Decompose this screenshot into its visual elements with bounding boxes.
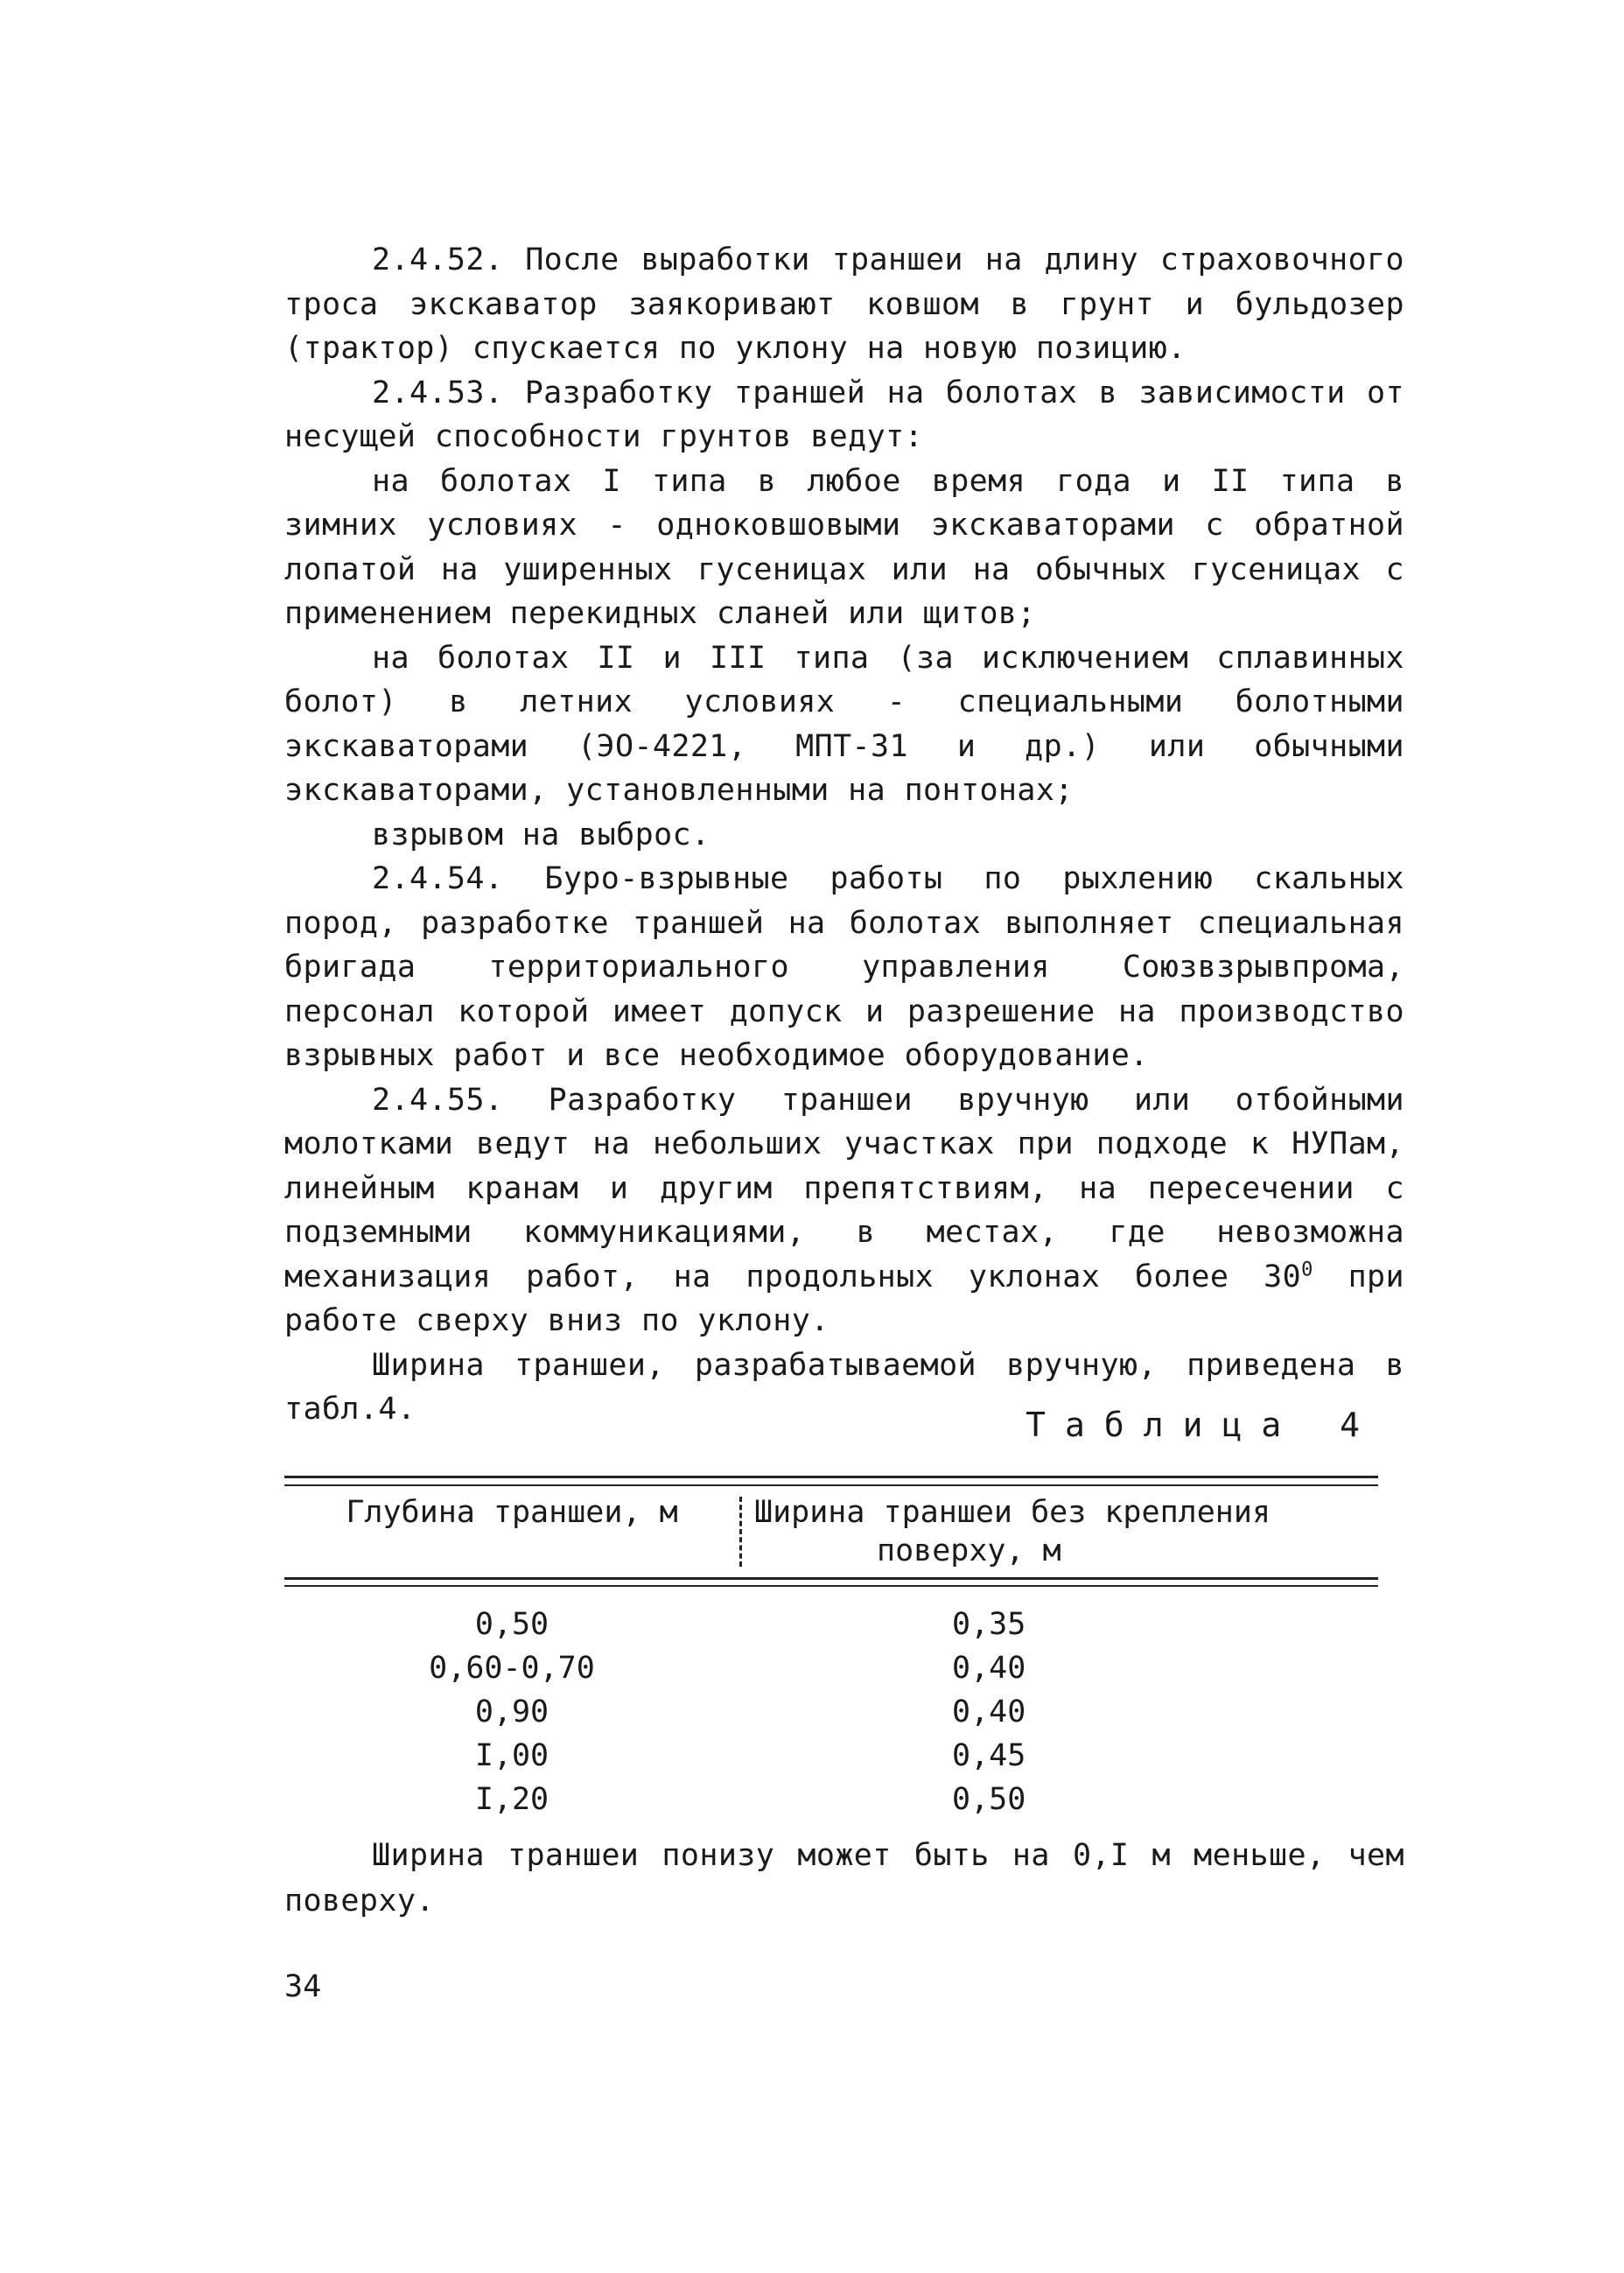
trench-width-table — [284, 1476, 1378, 1821]
paragraph-swamp-type-2-3: на болотах II и III типа (за исключением сплавинных болот) в летних условиях - специальными болотными экскаваторами (ЭО-4221, МПТ-31 и др.) или обычными экскаваторами, установленными на понтонах; — [284, 640, 1404, 808]
paragraph-2-4-54: 2.4.54. Буро-взрывные работы по рыхлению скальных пород, разработке траншей на болотах выполняет специальная бригада территориального управления Союзвзрывпрома, персонал которой имеет допуск и разрешение на производство взрывных работ и все необходимое оборудование. — [284, 861, 1404, 1073]
table-header-rule — [284, 1577, 1378, 1587]
header-width — [742, 1493, 1378, 1570]
page-number: 34 — [284, 1969, 322, 2004]
table-header — [284, 1486, 1378, 1577]
header-width-line1: Ширина траншеи без крепления — [754, 1495, 1271, 1530]
cell-width: 0,50 — [952, 1782, 1026, 1817]
cell-width: 0,40 — [952, 1694, 1026, 1729]
cell-depth: 0,90 — [474, 1694, 550, 1729]
bottom-width-note: Ширина траншеи понизу может быть на 0,I м меньше, чем поверху. — [284, 1838, 1404, 1919]
header-width-line2: поверху, м — [877, 1533, 1061, 1568]
table-body — [284, 1587, 1378, 1821]
table-row — [284, 1690, 1378, 1734]
cell-depth: 0,50 — [474, 1607, 550, 1642]
body-text — [284, 238, 1404, 1432]
table-row — [284, 1603, 1378, 1646]
table-caption: Таблица 4 — [1026, 1406, 1379, 1444]
paragraph-2-4-55 — [284, 1078, 1404, 1343]
paragraph-2-4-53: 2.4.53. Разработку траншей на болотах в зависимости от несущей способности грунтов ведут: — [284, 375, 1404, 454]
table-row — [284, 1778, 1378, 1821]
paragraph-swamp-type-1-2: на болотах I типа в любое время года и II типа в зимних условиях - одноковшовыми экскаваторами с обратной лопатой на уширенных гусеницах или на обычных гусеницах с применением перекидных сланей или щитов; — [284, 463, 1404, 631]
paragraph-2-4-55-tail: при работе сверху вниз по уклону. — [284, 1259, 1405, 1338]
paragraph-2-4-55-main: 2.4.55. Разработку траншеи вручную или отбойными молотками ведут на небольших участках при подходе к НУПам, линейным кранам и другим препятствиям, на пересечении с подземными коммуникациями, в местах, где невозможна механизация работ, на продольных уклонах более 30 — [284, 1082, 1404, 1294]
paragraph-table-reference: Ширина траншеи, разрабатываемой вручную, приведена в табл.4. — [284, 1347, 1404, 1427]
cell-depth: 0,60-0,70 — [429, 1651, 595, 1686]
cell-width: 0,45 — [952, 1738, 1026, 1773]
table-row — [284, 1734, 1378, 1778]
paragraph-blasting: взрывом на выброс. — [372, 817, 710, 852]
cell-width: 0,35 — [952, 1607, 1026, 1642]
cell-width: 0,40 — [952, 1651, 1026, 1686]
paragraph-2-4-52: 2.4.52. После выработки траншеи на длину страховочного троса экскаватор заякоривают ковшом в грунт и бульдозер (трактор) спускается по уклону на новую позицию. — [284, 242, 1404, 366]
table-row — [284, 1646, 1378, 1690]
header-depth: Глубина траншеи, м — [346, 1495, 678, 1530]
table-top-rule — [284, 1476, 1378, 1486]
cell-depth: I,20 — [474, 1782, 550, 1817]
cell-depth: I,00 — [474, 1738, 550, 1773]
degree-superscript: 0 — [1301, 1258, 1313, 1280]
